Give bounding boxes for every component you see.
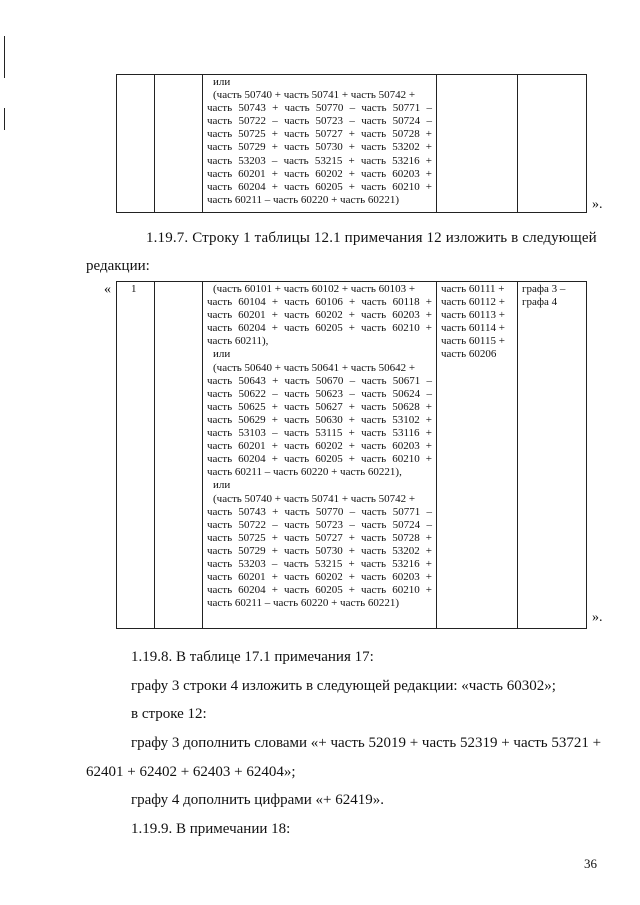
text-line: часть 60204 + часть 60205 + часть 60210 + xyxy=(207,453,432,466)
table-12-1-row-1 xyxy=(116,281,587,629)
text-line: часть 60211 – часть 60220 + часть 60221), xyxy=(207,466,402,479)
text-line: часть 60114 + xyxy=(441,322,505,335)
text-line: часть 50725 + часть 50727 + часть 50728 + xyxy=(207,531,432,544)
text-line: часть 60113 + xyxy=(441,309,505,322)
paragraph-graf3-add-1: графу 3 дополнить словами «+ часть 52019 + часть 52319 + часть 53721 + xyxy=(131,735,602,751)
row-number: 1 xyxy=(131,283,137,295)
text-line: часть 60206 xyxy=(441,348,497,361)
paragraph-row12: в строке 12: xyxy=(131,706,207,722)
table-cell xyxy=(117,75,155,213)
text-line: часть 60104 + часть 60106 + часть 60118 + xyxy=(207,296,432,309)
open-quote: « xyxy=(104,282,111,297)
text-line: часть 60204 + часть 60205 + часть 60210 + xyxy=(207,584,432,597)
close-quote: ». xyxy=(592,610,603,625)
text-line: часть 60204 + часть 60205 + часть 60210 + xyxy=(207,180,432,193)
text-line: графа 4 xyxy=(522,296,558,309)
text-line: часть 50722 – часть 50723 – часть 50724 – xyxy=(207,115,432,128)
text-line: или xyxy=(213,479,231,492)
text-line: часть 60112 + xyxy=(441,296,505,309)
row-number-cell xyxy=(117,282,155,629)
text-line: часть 60115 + xyxy=(441,335,505,348)
formula-text xyxy=(203,282,436,610)
paragraph-1199: 1.19.9. В примечании 18: xyxy=(131,821,291,837)
text-line: часть 50722 – часть 50723 – часть 50724 – xyxy=(207,518,432,531)
paragraph-1197-line1: 1.19.7. Строку 1 таблицы 12.1 примечания 12 изложить в следующей xyxy=(146,230,597,246)
text-line: часть 53203 – часть 53215 + часть 53216 + xyxy=(207,154,432,167)
paragraph-graf3-add-2: 62401 + 62402 + 62403 + 62404»; xyxy=(86,764,296,780)
text-line: часть 53203 – часть 53215 + часть 53216 + xyxy=(207,557,432,570)
text-line: часть 60211 – часть 60220 + часть 60221) xyxy=(207,597,400,610)
formula-text xyxy=(203,75,436,207)
text-line: часть 50725 + часть 50727 + часть 50728 + xyxy=(207,128,432,141)
table-cell xyxy=(518,75,587,213)
paragraph-1197-line2: редакции: xyxy=(86,258,150,274)
text-line: часть 60211), xyxy=(207,335,269,348)
text-line: графа 3 – xyxy=(522,283,566,295)
text-line: часть 50729 + часть 50730 + часть 53202 + xyxy=(207,544,432,557)
text-line: часть 50629 + часть 50630 + часть 53102 + xyxy=(207,413,432,426)
text-line: часть 50743 + часть 50770 – часть 50771 – xyxy=(207,505,432,518)
page-number: 36 xyxy=(584,856,597,871)
text-line: (часть 50640 + часть 50641 + часть 50642 + xyxy=(213,361,416,374)
text-line: часть 60201 + часть 60202 + часть 60203 + xyxy=(207,440,432,453)
col4-cell xyxy=(437,282,518,629)
formula-cell xyxy=(203,75,437,213)
paragraph-graf3-row4: графу 3 строки 4 изложить в следующей редакции: «часть 60302»; xyxy=(131,678,556,694)
text-line: часть 50729 + часть 50730 + часть 53202 + xyxy=(207,141,432,154)
table-cell xyxy=(437,75,518,213)
text-line: часть 60201 + часть 60202 + часть 60203 + xyxy=(207,167,432,180)
text-line: часть 50743 + часть 50770 – часть 50771 – xyxy=(207,102,432,115)
margin-bar xyxy=(4,36,5,78)
text-line: часть 50643 + часть 50670 – часть 50671 – xyxy=(207,374,432,387)
text-line: часть 60201 + часть 60202 + часть 60203 + xyxy=(207,309,432,322)
text-line: часть 50622 – часть 50623 – часть 50624 – xyxy=(207,387,432,400)
text-line: часть 60111 + xyxy=(441,283,505,295)
table-cell xyxy=(155,75,203,213)
text-line: часть 60201 + часть 60202 + часть 60203 + xyxy=(207,571,432,584)
table-continuation xyxy=(116,74,587,213)
text-line: часть 60211 – часть 60220 + часть 60221) xyxy=(207,193,400,206)
col5-text xyxy=(518,282,586,309)
text-line: часть 53103 – часть 53115 + часть 53116 + xyxy=(207,427,432,440)
text-line: часть 60204 + часть 60205 + часть 60210 + xyxy=(207,322,432,335)
table-cell xyxy=(155,282,203,629)
paragraph-graf4-add: графу 4 дополнить цифрами «+ 62419». xyxy=(131,792,384,808)
formula-cell xyxy=(203,282,437,629)
text-line: или xyxy=(213,76,231,88)
margin-bar xyxy=(4,108,5,130)
text-line: (часть 50740 + часть 50741 + часть 50742 + xyxy=(213,89,416,102)
close-quote: ». xyxy=(592,197,603,212)
text-line: (часть 60101 + часть 60102 + часть 60103 + xyxy=(213,283,416,295)
text-line: или xyxy=(213,348,231,361)
col4-text xyxy=(437,282,517,362)
text-line: часть 50625 + часть 50627 + часть 50628 + xyxy=(207,400,432,413)
col5-cell xyxy=(518,282,587,629)
paragraph-1198: 1.19.8. В таблице 17.1 примечания 17: xyxy=(131,649,374,665)
text-line: (часть 50740 + часть 50741 + часть 50742 + xyxy=(213,492,416,505)
